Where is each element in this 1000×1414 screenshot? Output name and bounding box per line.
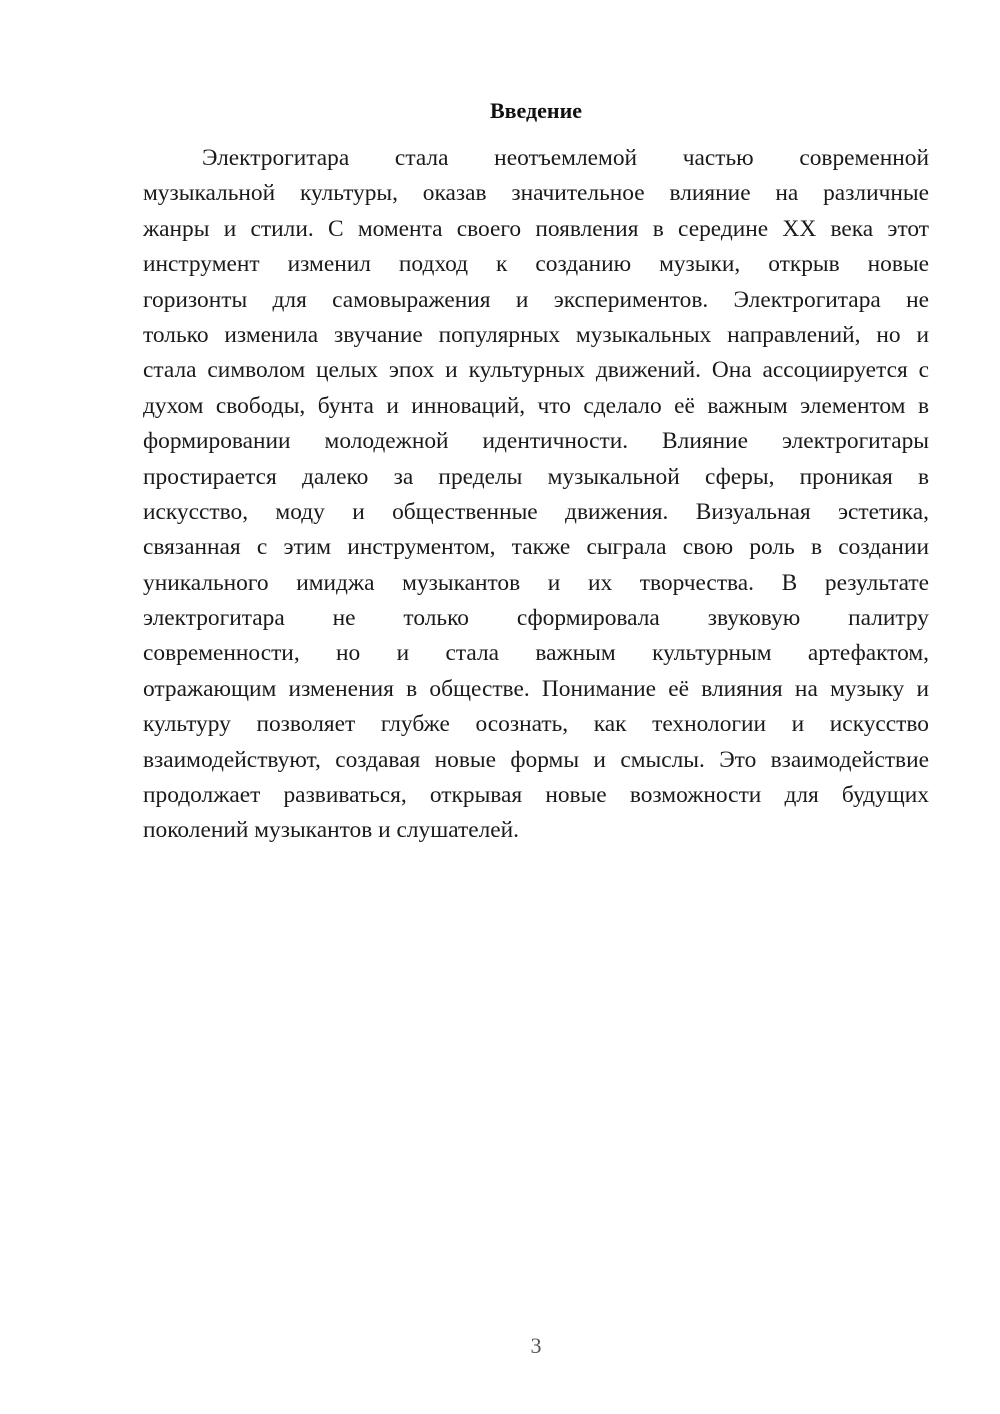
paragraph-line: инструмент изменил подход к созданию музыки, открыв новые [143, 251, 929, 278]
paragraph-line: духом свободы, бунта и инноваций, что сделало её важным элементом в [143, 392, 929, 419]
paragraph-line: искусство, моду и общественные движения. Визуальная эстетика, [143, 498, 929, 525]
section-heading: Введение [489, 98, 583, 123]
paragraph-line: культуру позволяет глубже осознать, как технологии и искусство [143, 711, 929, 738]
paragraph-line: отражающим изменения в обществе. Понимание её влияния на музыку и [143, 675, 929, 702]
paragraph-line: горизонты для самовыражения и экспериментов. Электрогитара не [143, 286, 929, 313]
paragraph-line: современности, но и стала важным культурным артефактом, [143, 640, 929, 667]
paragraph-line: уникального имиджа музыкантов и их творчества. В результате [143, 569, 929, 596]
page-number: 3 [530, 1333, 542, 1358]
paragraph-line: взаимодействуют, создавая новые формы и смыслы. Это взаимодействие [143, 746, 929, 773]
paragraph-line: поколений музыкантов и слушателей. [143, 817, 520, 844]
paragraph-line: жанры и стили. С момента своего появления в середине XX века этот [143, 215, 929, 242]
paragraph-line: только изменила звучание популярных музыкальных направлений, но и [143, 321, 929, 348]
paragraph-line: простирается далеко за пределы музыкальной сферы, проникая в [143, 463, 929, 490]
paragraph-line: Электрогитара стала неотъемлемой частью современной [202, 145, 929, 171]
paragraph-line: продолжает развиваться, открывая новые возможности для будущих [143, 782, 929, 809]
paragraph-line: музыкальной культуры, оказав значительное влияние на различные [143, 180, 929, 207]
paragraph-line: электрогитара не только сформировала звуковую палитру [143, 605, 929, 632]
body-paragraph [143, 141, 929, 849]
paragraph-line: связанная с этим инструментом, также сыграла свою роль в создании [143, 534, 929, 561]
paragraph-line: формировании молодежной идентичности. Влияние электрогитары [143, 428, 929, 455]
paragraph-line: стала символом целых эпох и культурных движений. Она ассоциируется с [143, 357, 929, 384]
